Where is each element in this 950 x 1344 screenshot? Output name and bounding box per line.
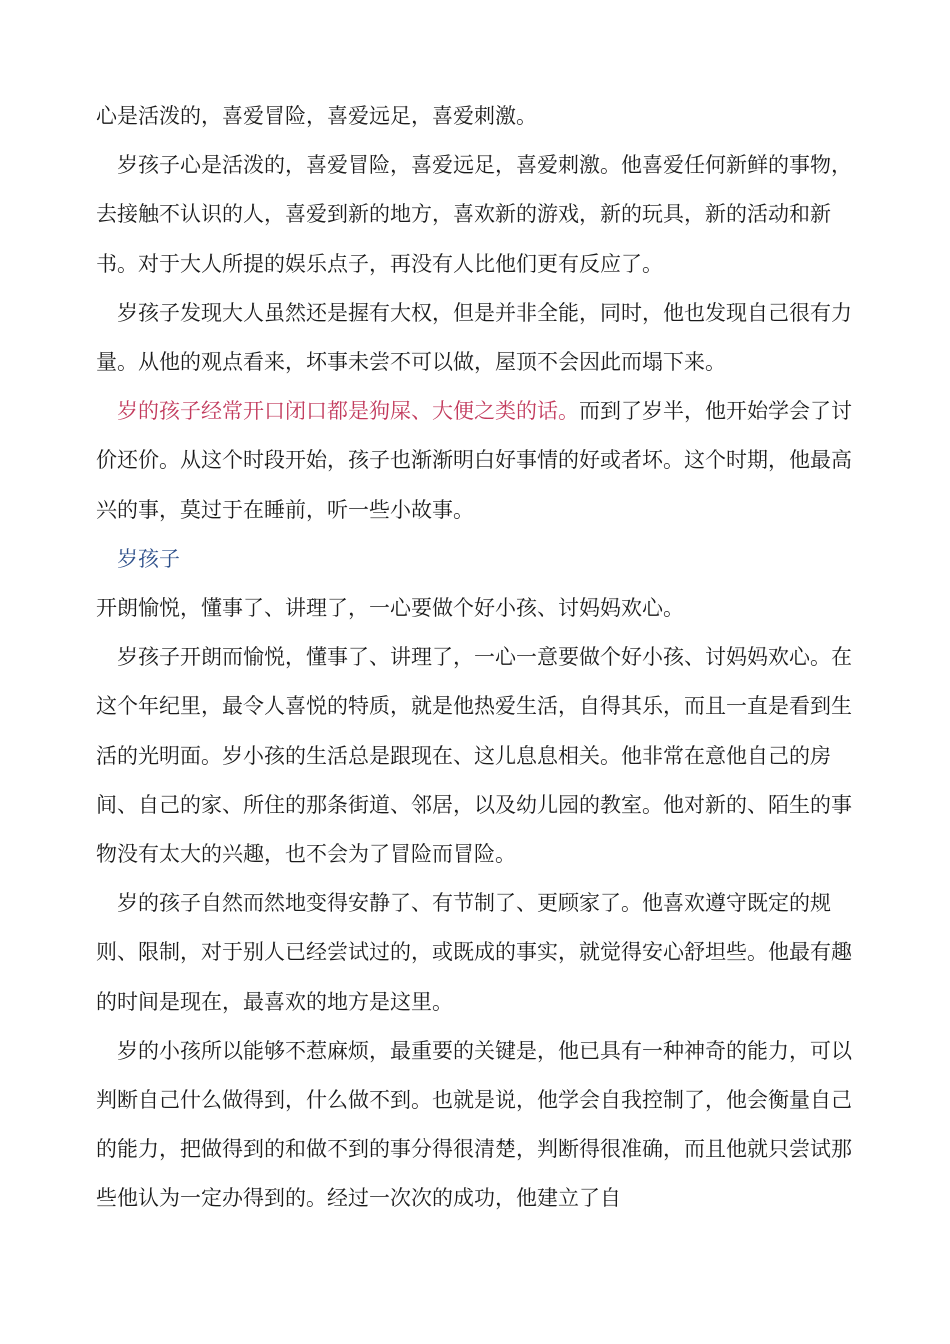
highlighted-red-text: 岁的孩子经常开口闭口都是狗屎、大便之类的话。 xyxy=(117,399,579,424)
document-body xyxy=(96,92,856,1224)
paragraph-adult-power: 岁孩子发现大人虽然还是握有大权，但是并非全能，同时，他也发现自己很有力量。从他的观点看来，坏事未尝不可以做，屋顶不会因此而塌下来。 xyxy=(96,300,852,375)
paragraph-quiet-child: 岁的孩子自然而然地变得安静了、有节制了、更顾家了。他喜欢遵守既定的规则、限制，对于别人已经尝试过的，或既成的事实，就觉得安心舒坦些。他最有趣的时间是现在，最喜欢的地方是这里。 xyxy=(96,891,852,1014)
paragraph-lively-child: 岁孩子心是活泼的，喜爱冒险，喜爱远足，喜爱刺激。他喜爱任何新鲜的事物，去接触不认识的人，喜爱到新的地方，喜欢新的游戏，新的玩具，新的活动和新书。对于大人所提的娱乐点子，再没有人比他们更有反应了。 xyxy=(96,153,852,276)
section-heading: 岁孩子 xyxy=(117,546,180,571)
paragraph-self-control: 岁的小孩所以能够不惹麻烦，最重要的关键是，他已具有一种神奇的能力，可以判断自己什么做得到，什么做不到。也就是说，他学会自我控制了，他会衡量自己的能力，把做得到的和做不到的事分得很清楚，判断得很准确，而且他就只尝试那些他认为一定办得到的。经过一次次的成功，他建立了自 xyxy=(96,1038,852,1211)
paragraph-intro: 心是活泼的，喜爱冒险，喜爱远足，喜爱刺激。 xyxy=(96,104,537,128)
paragraph-bargaining-rest: 而到了岁半，他开始学会了讨价还价。从这个时段开始，孩子也渐渐明白好事情的好或者坏。这个时期，他最高兴的事，莫过于在睡前，听一些小故事。 xyxy=(96,399,852,522)
paragraph-cheerful-child: 岁孩子开朗而愉悦，懂事了、讲理了，一心一意要做个好小孩、讨妈妈欢心。在这个年纪里，最令人喜悦的特质，就是他热爱生活，自得其乐，而且一直是看到生活的光明面。岁小孩的生活总是跟现在、这儿息息相关。他非常在意他自己的房间、自己的家、所住的那条街道、邻居，以及幼儿园的教室。他对新的、陌生的事物没有太大的兴趣，也不会为了冒险而冒险。 xyxy=(96,645,852,867)
section-summary: 开朗愉悦，懂事了、讲理了，一心要做个好小孩、讨妈妈欢心。 xyxy=(96,596,684,621)
paragraph-bargaining xyxy=(96,387,856,535)
